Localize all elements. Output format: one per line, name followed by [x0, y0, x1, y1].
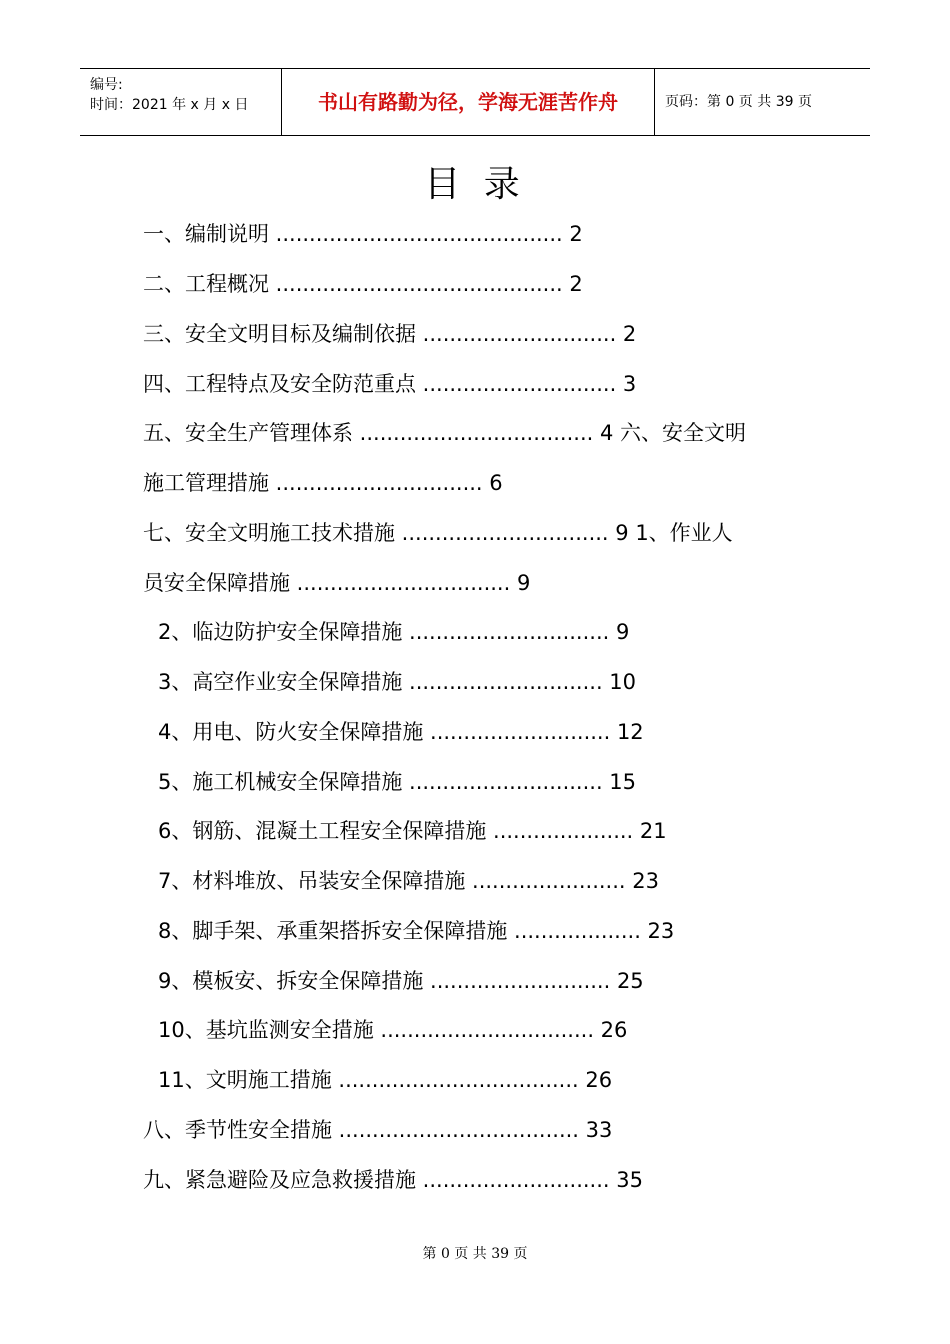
toc-entry: 6、钢筋、混凝土工程安全保障措施 ..................... 21 [158, 819, 667, 843]
header-meta [80, 69, 282, 135]
toc-entry: 8、脚手架、承重架搭拆安全保障措施 ................... 23 [158, 919, 675, 943]
toc-entry: 九、紧急避险及应急救援措施 ............................ 35 [143, 1168, 643, 1192]
toc-entry: 二、工程概况 ........................................... 2 [143, 272, 583, 296]
toc-entry: 员安全保障措施 ................................ 9 [143, 571, 531, 595]
toc-entry: 11、文明施工措施 .................................... 26 [158, 1068, 613, 1092]
toc-entry: 5、施工机械安全保障措施 ............................. 15 [158, 770, 637, 794]
toc-entry: 2、临边防护安全保障措施 .............................. 9 [158, 620, 630, 644]
time-label: 时间：2021 年 x 月 x 日 [90, 97, 249, 113]
motto: 书山有路勤为径，学海无涯苦作舟 [318, 90, 618, 114]
toc-entry: 4、用电、防火安全保障措施 ........................... 12 [158, 720, 644, 744]
serial-label: 编号: [90, 77, 123, 93]
toc-entry: 3、高空作业安全保障措施 ............................. 10 [158, 670, 637, 694]
toc-entry: 9、模板安、拆安全保障措施 ........................... 25 [158, 969, 644, 993]
header-page-info: 页码：第 0 页 共 39 页 [665, 94, 812, 110]
toc-entry: 五、安全生产管理体系 ................................... 4 六、安全文明 [143, 421, 747, 445]
toc-entry: 一、编制说明 ........................................... 2 [143, 222, 583, 246]
toc-entry: 七、安全文明施工技术措施 ............................... 9 1、作业人 [143, 521, 733, 545]
page-footer: 第 0 页 共 39 页 [422, 1246, 528, 1262]
toc-entry: 施工管理措施 ............................... 6 [143, 471, 503, 495]
toc-entry: 四、工程特点及安全防范重点 ............................. 3 [143, 372, 637, 396]
toc-entry: 7、材料堆放、吊装安全保障措施 ....................... 23 [158, 869, 659, 893]
header-motto-cell [282, 69, 655, 135]
toc-entry: 八、季节性安全措施 .................................... 33 [143, 1118, 613, 1142]
toc-entry: 10、基坑监测安全措施 ................................ 26 [158, 1018, 628, 1042]
page-header [80, 68, 870, 136]
toc-entry: 三、安全文明目标及编制依据 ............................. 2 [143, 322, 637, 346]
document-title: 目 录 [424, 164, 526, 205]
